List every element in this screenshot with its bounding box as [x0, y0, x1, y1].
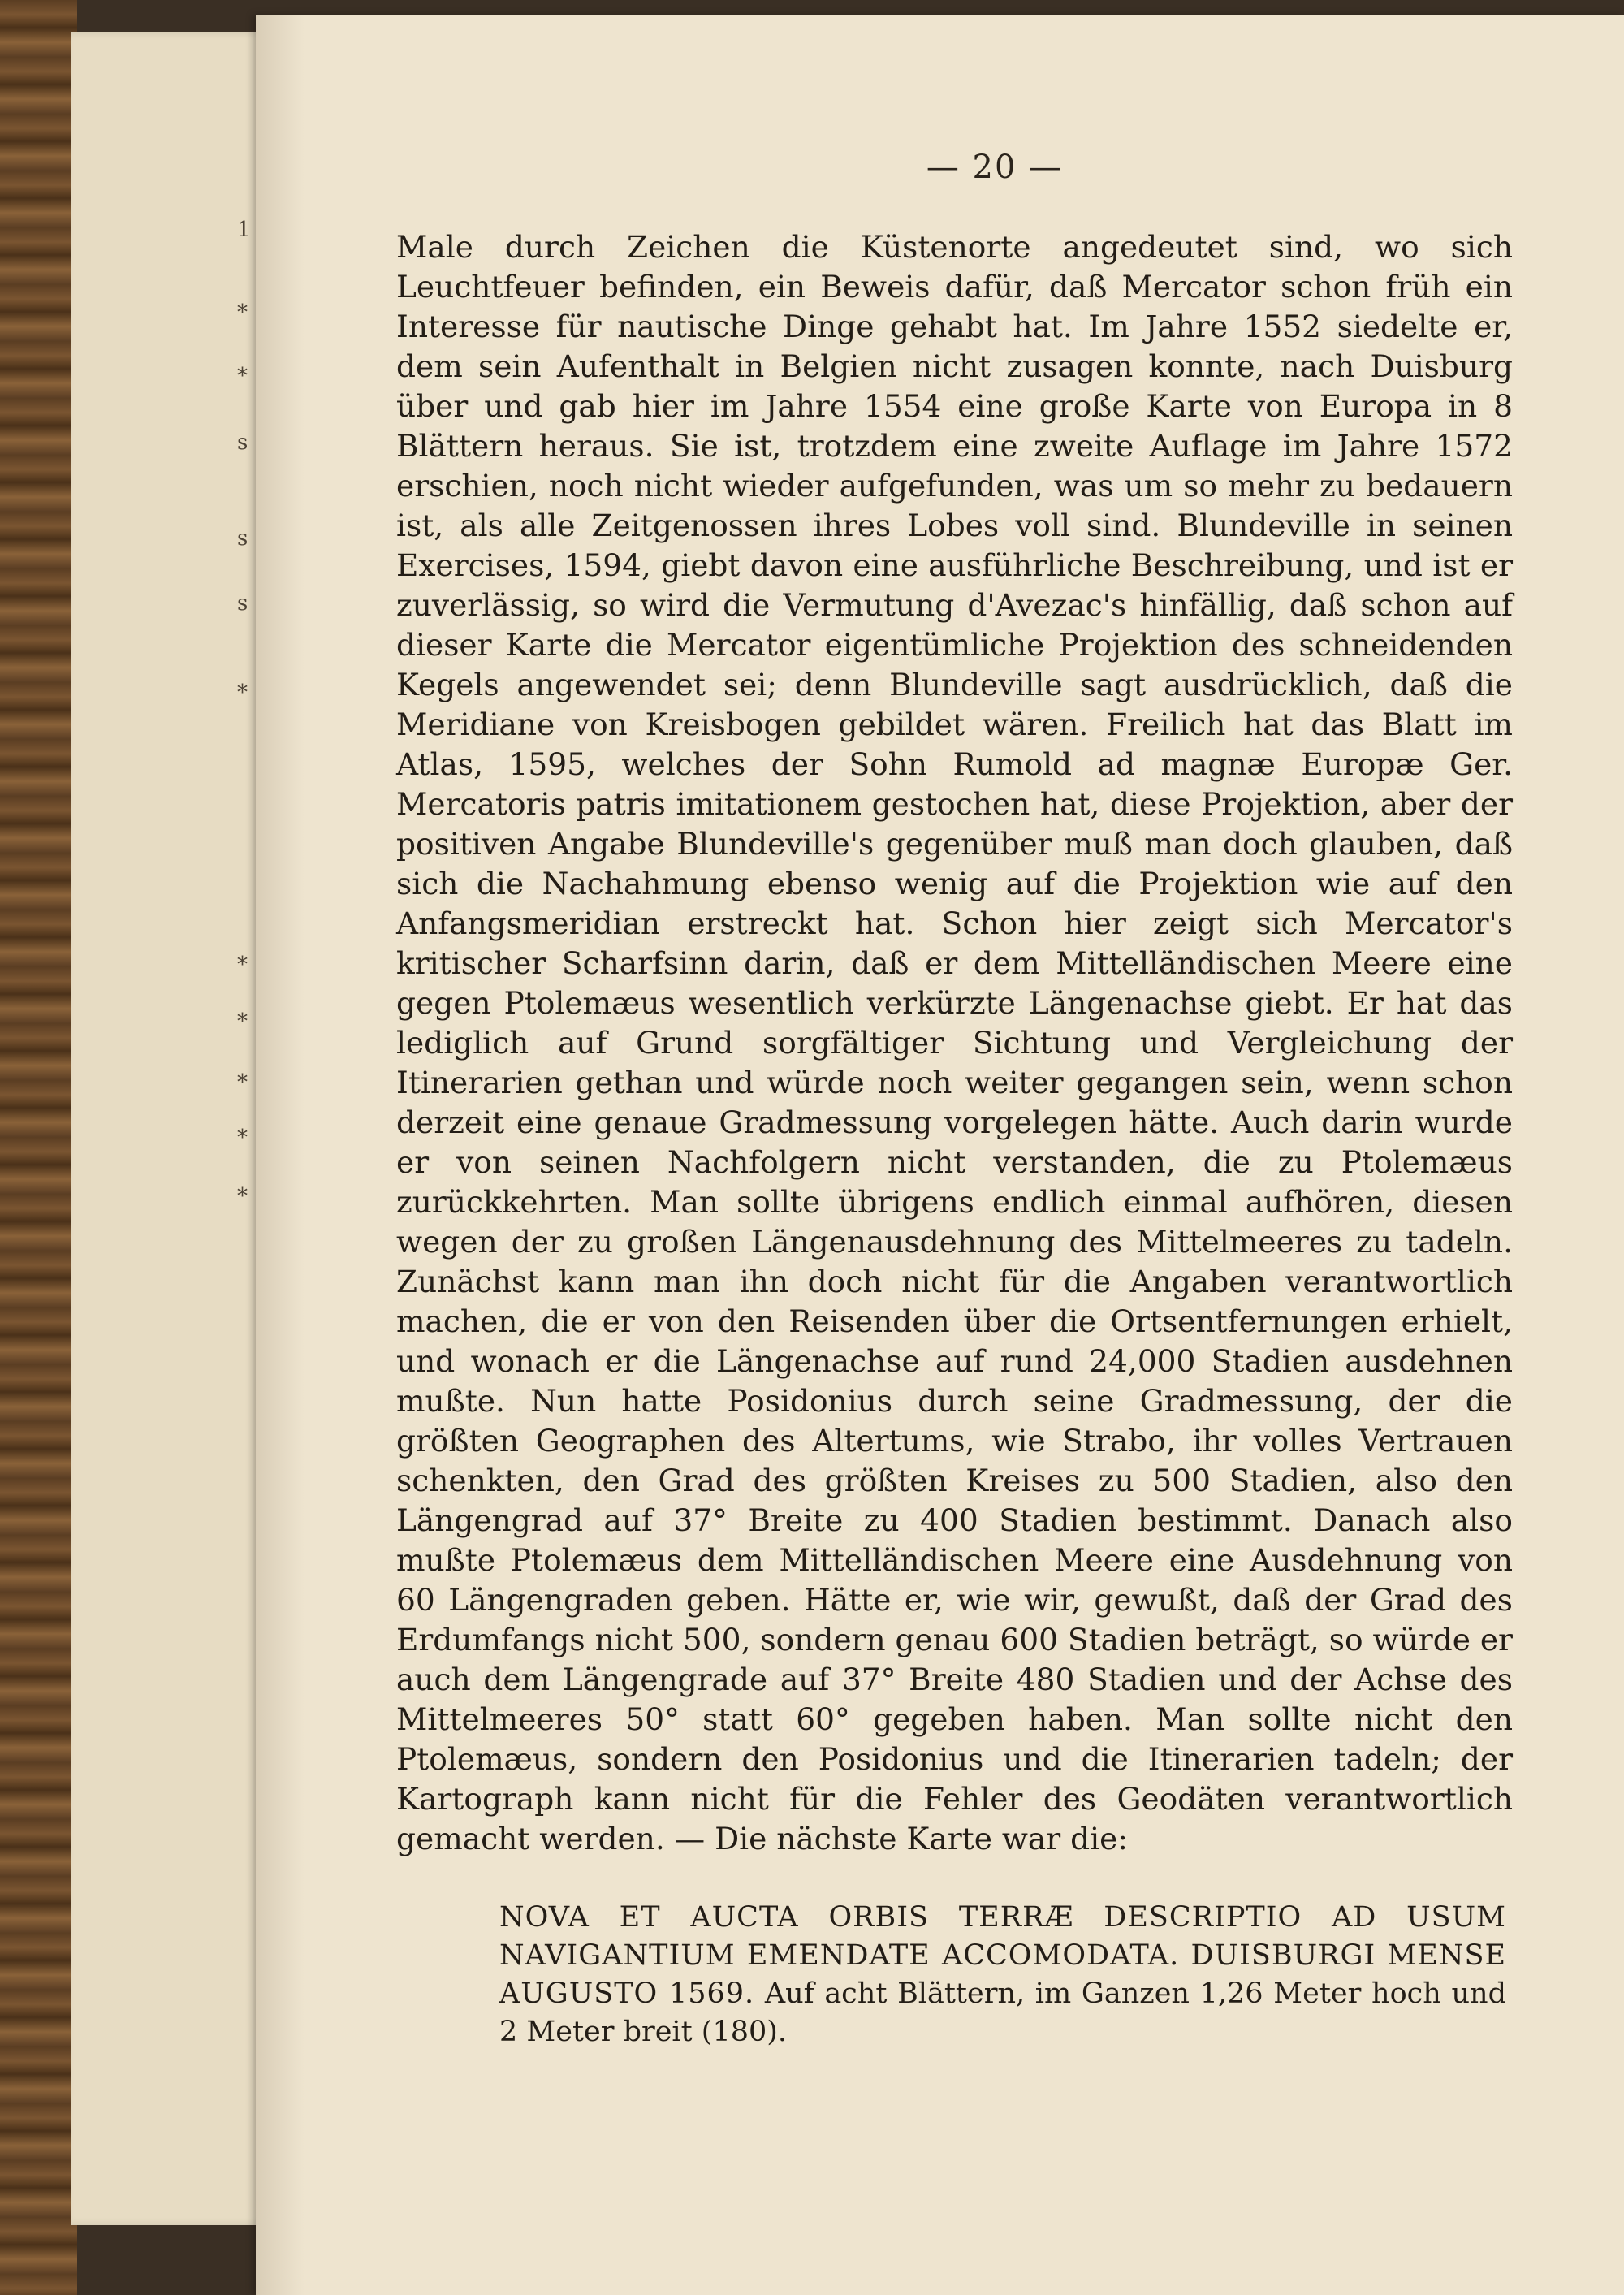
margin-mark: * — [237, 953, 248, 977]
map-entry-description: Auf acht Blättern, im Ganzen 1,26 Meter hoch und 2 Meter breit (180). — [499, 1977, 1506, 2048]
margin-mark: s — [237, 526, 248, 551]
book-page — [256, 15, 1624, 2295]
margin-mark: s — [237, 430, 248, 455]
body-text — [396, 227, 1513, 1859]
page-number: — 20 — — [926, 149, 1064, 186]
map-entry — [499, 1899, 1506, 2051]
margin-mark: * — [237, 681, 248, 705]
main-paragraph: Male durch Zeichen die Küstenorte angedeutet sind, wo sich Leuchtfeuer befinden, ein Beweis dafür, daß Mercator schon früh ein Interesse für nautische Dinge gehabt hat. Im Jahre 1552 siedelte er, dem sein Aufenthalt in Belgien nicht zusagen konnte, nach Duisburg über und gab hier im Jahre 1554 eine große Karte von Europa in 8 Blättern heraus. Sie ist, trotzdem eine zweite Auflage im Jahre 1572 erschien, noch nicht wieder aufgefunden, was um so mehr zu bedauern ist, als alle Zeitgenossen ihres Lobes voll sind. Blundeville in seinen Exercises, 1594, giebt davon eine ausführliche Beschreibung, und ist er zuverlässig, so wird die Vermutung d'Avezac's hinfällig, daß schon auf dieser Karte die Mercator eigentümliche Projektion des schneidenden Kegels angewendet sei; denn Blundeville sagt ausdrücklich, daß die Meridiane von Kreisbogen gebildet wären. Freilich hat das Blatt im Atlas, 1595, welches der Sohn Rumold ad magnæ Europæ Ger. Mercatoris patris imitationem gestochen hat, diese Projektion, aber der positiven Angabe Blundeville's gegenüber muß man doch glauben, daß sich die Nachahmung ebenso wenig auf die Projektion wie auf den Anfangsmeridian erstreckt hat. Schon hier zeigt sich Mercator's kritischer Scharfsinn darin, daß er dem Mittelländischen Meere eine gegen Ptolemæus wesentlich verkürzte Längenachse giebt. Er hat das lediglich auf Grund sorgfältiger Sichtung und Vergleichung der Itinerarien gethan und würde noch weiter gegangen sein, wenn schon derzeit eine genaue Gradmessung vorgelegen hätte. Auch darin wurde er von seinen Nachfolgern nicht verstanden, die zu Ptolemæus zurückkehrten. Man sollte übrigens endlich einmal aufhören, diesen wegen der zu großen Längenausdehnung des Mittelmeeres zu tadeln. Zunächst kann man ihn doch nicht für die Angaben verantwortlich machen, die er von den Reisenden über die Ortsentfernungen erhielt, und wonach er die Längenachse auf rund 24,000 Stadien ausdehnen mußte. Nun hatte Posidonius durch seine Gradmessung, der die größten Geographen des Altertums, wie Strabo, ihr volles Vertrauen schenkten, den Grad des größten Kreises zu 500 Stadien, also den Längengrad auf 37° Breite zu 400 Stadien bestimmt. Danach also mußte Ptolemæus dem Mittelländischen Meere eine Ausdehnung von 60 Längengraden geben. Hätte er, wie wir, gewußt, daß der Grad des Erdumfangs nicht 500, sondern genau 600 Stadien beträgt, so würde er auch dem Längengrade auf 37° Breite 480 Stadien und der Achse des Mittelmeeres 50° statt 60° gegeben haben. Man sollte nicht den Ptolemæus, sondern den Posidonius und die Itinerarien tadeln; der Kartograph kann nicht für die Fehler des Geodäten verantwortlich gemacht werden. — Die nächste Karte war die: — [396, 229, 1513, 1856]
margin-mark: * — [237, 300, 248, 325]
margin-mark: * — [237, 1126, 248, 1150]
margin-mark: * — [237, 1070, 248, 1095]
margin-mark: * — [237, 364, 248, 388]
margin-mark: * — [237, 1184, 248, 1208]
margin-mark: * — [237, 1009, 248, 1034]
map-entry-title: NOVA ET AUCTA ORBIS TERRÆ DESCRIPTIO AD USUM NAVIGANTIUM EMENDATE ACCOMODATA. DUISBURGI MENSE AUGUSTO 1569. — [499, 1901, 1506, 2010]
book-binding — [0, 0, 77, 2295]
margin-mark: s — [237, 591, 248, 616]
margin-mark: 1 — [237, 218, 251, 242]
